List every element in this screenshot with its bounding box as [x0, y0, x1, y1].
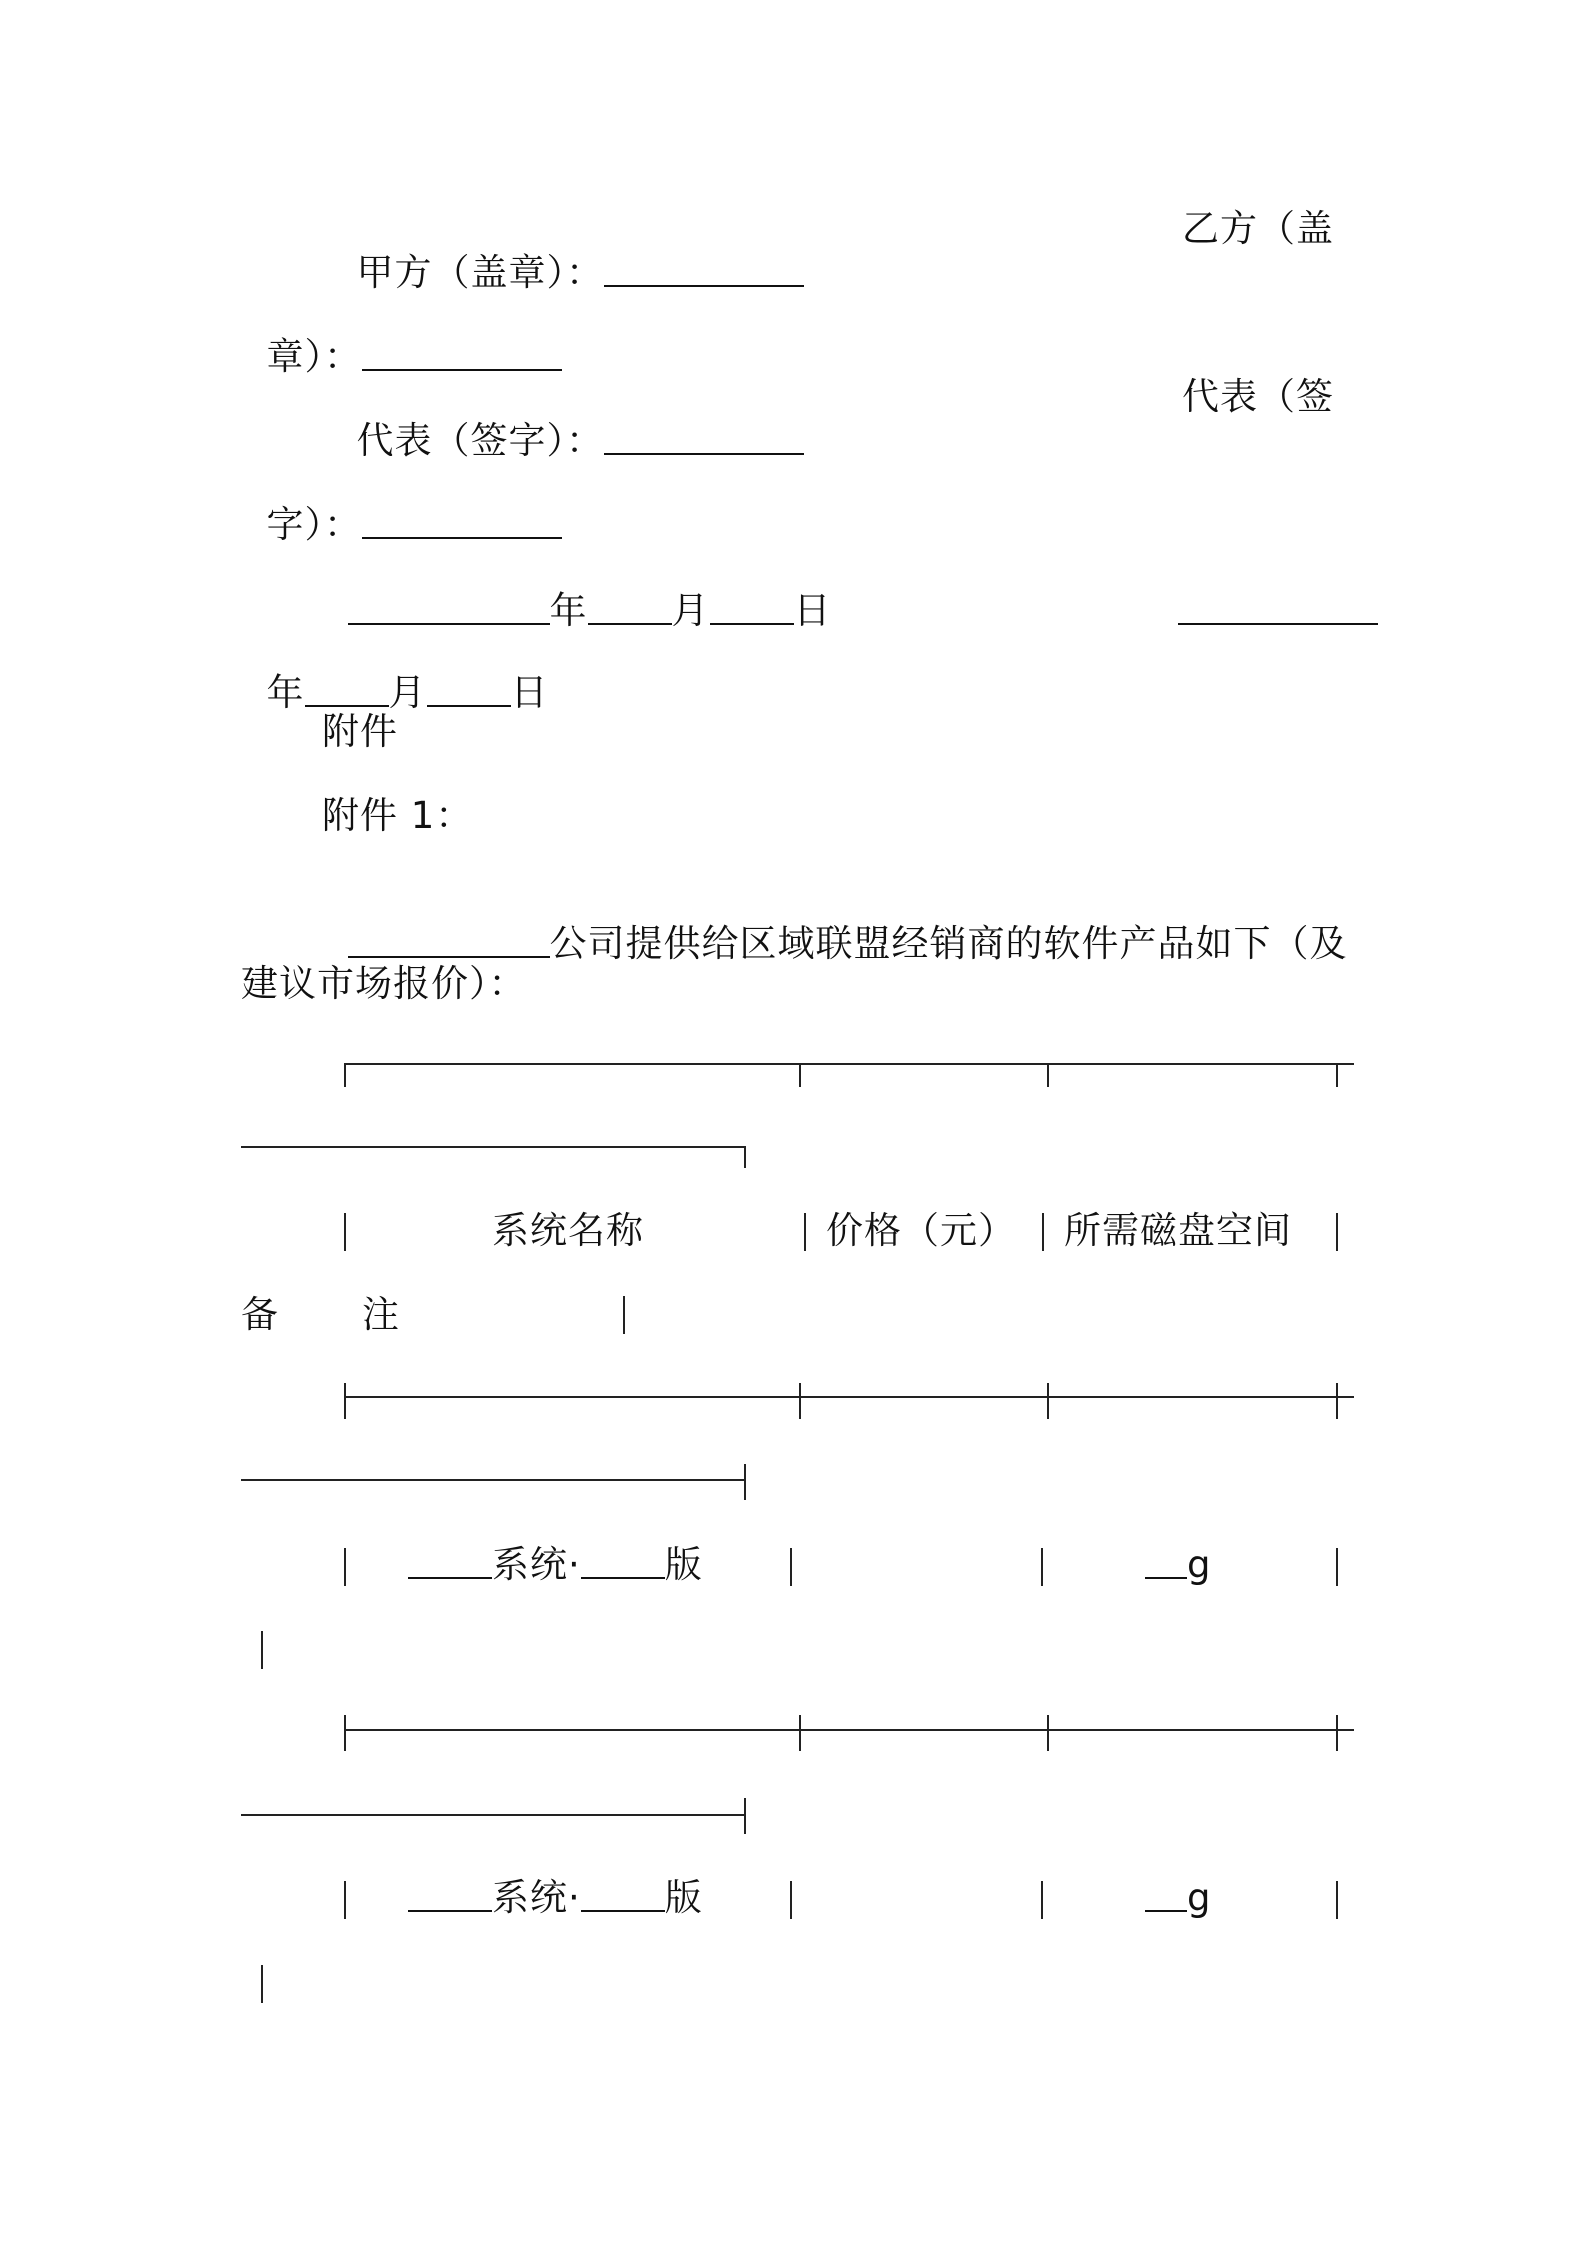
row1-system-mid: 系统·: [492, 1543, 581, 1586]
rep-a-blank: [604, 453, 804, 455]
row1-disk-blank: [1145, 1577, 1187, 1579]
date-a-year-blank: [348, 623, 550, 625]
header-system-name: 系统名称: [492, 1209, 644, 1252]
date-b-year-label: 年: [266, 671, 305, 714]
rep-b-line: [241, 459, 562, 547]
row2-disk-unit: g: [1187, 1876, 1212, 1919]
row2-version-suffix: 版: [664, 1876, 703, 1919]
header-disk-space: 所需磁盘空间: [1064, 1209, 1292, 1252]
header-price: 价格（元）: [826, 1209, 1016, 1252]
row2-system-name: [408, 1876, 703, 1920]
party-b-seal-label: 乙方（盖: [1182, 207, 1334, 250]
attachment-1-label: 附件 1：: [322, 794, 474, 837]
row2-remark-border: [261, 1965, 263, 2003]
date-b-year-blank: [1178, 623, 1378, 625]
row2-system-mid: 系统·: [492, 1876, 581, 1919]
date-b-month-blank: [305, 705, 389, 707]
attachment-intro-text: 公司提供给区域联盟经销商的软件产品如下（及: [549, 922, 1348, 965]
attachment-intro-line: [322, 878, 1348, 966]
date-a-day-blank: [710, 623, 794, 625]
row2-disk-blank: [1145, 1910, 1187, 1912]
row1-disk-unit: g: [1187, 1543, 1212, 1586]
party-b-seal-blank: [362, 369, 562, 371]
header-remark-1: 备: [241, 1293, 279, 1336]
attachment-intro-cont: 建议市场报价）：: [241, 962, 527, 1005]
date-b-day-blank: [427, 705, 511, 707]
row1-system-name: [408, 1543, 703, 1587]
attachment-heading: 附件: [322, 710, 398, 753]
party-b-seal-label-cont: 章）：: [266, 335, 363, 378]
date-a-month-label: 月: [671, 589, 710, 632]
row1-disk: [1145, 1543, 1212, 1587]
row2-version-blank: [581, 1910, 665, 1912]
date-a-day-label: 日: [793, 589, 832, 632]
row1-system-blank: [408, 1577, 492, 1579]
date-b-day-label: 日: [510, 671, 549, 714]
party-a-seal-blank: [604, 285, 804, 287]
row2-system-blank: [408, 1910, 492, 1912]
party-a-seal-label: 甲方（盖章）：: [356, 251, 605, 294]
row1-remark-border: [261, 1631, 263, 1669]
rep-b-blank: [362, 537, 562, 539]
party-b-seal-line: [241, 291, 562, 379]
row1-version-suffix: 版: [664, 1543, 703, 1586]
party-a-seal-line: [331, 207, 804, 295]
header-remark-2: 注: [362, 1293, 400, 1336]
rep-b-label-cont: 字）：: [266, 503, 363, 546]
date-a-year-label: 年: [549, 589, 588, 632]
rep-a-label: 代表（签字）：: [356, 419, 605, 462]
date-b-line: [1152, 545, 1378, 633]
row2-disk: [1145, 1876, 1212, 1920]
date-a-line: [322, 545, 832, 633]
date-b-line-cont: [241, 627, 549, 715]
row1-version-blank: [581, 1577, 665, 1579]
date-b-month-label: 月: [388, 671, 427, 714]
rep-b-label: 代表（签: [1182, 375, 1334, 418]
rep-a-line: [331, 375, 804, 463]
company-name-blank: [348, 956, 550, 958]
date-a-month-blank: [588, 623, 672, 625]
